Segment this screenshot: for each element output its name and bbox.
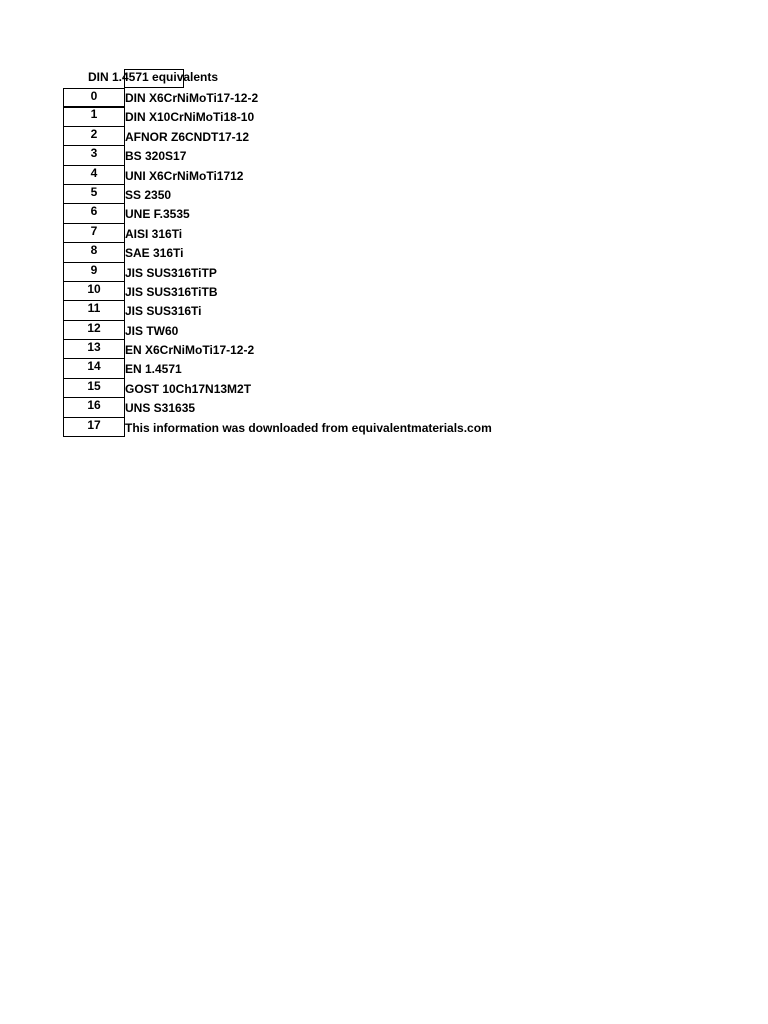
row-value-cell[interactable]: DIN X6CrNiMoTi17-12-2 [125,91,259,105]
selected-cell-border [124,69,184,88]
row-index-cell[interactable]: 5 [63,184,125,204]
row-index-cell[interactable]: 9 [63,262,125,282]
table-row [63,166,563,185]
table-row [63,107,563,126]
row-index-cell[interactable]: 12 [63,320,125,340]
table-row [63,282,563,301]
table-row [63,127,563,146]
row-index-cell[interactable]: 6 [63,203,125,223]
row-index-cell[interactable]: 3 [63,145,125,165]
row-index-cell[interactable]: 15 [63,378,125,398]
row-index-cell[interactable]: 11 [63,300,125,320]
row-value-cell[interactable]: UNI X6CrNiMoTi1712 [125,168,244,183]
table-row [63,146,563,165]
table-row [63,398,563,417]
row-index-cell[interactable]: 17 [63,417,125,437]
row-index-cell[interactable]: 14 [63,358,125,378]
table-row [63,185,563,204]
row-value-cell[interactable]: JIS SUS316TiTP [125,265,217,280]
sheet-title: DIN 1.4571 equivalents [88,70,219,84]
row-value-cell[interactable]: AFNOR Z6CNDT17-12 [125,129,250,144]
row-index-cell[interactable]: 4 [63,165,125,185]
row-index-cell[interactable]: 16 [63,397,125,417]
row-index-cell[interactable]: 0 [63,88,125,108]
row-value-cell[interactable]: SS 2350 [125,187,172,202]
row-value-cell[interactable]: UNE F.3535 [125,207,190,222]
source-note-cell[interactable]: This information was downloaded from equivalentmaterials.com [125,420,492,435]
table-row [63,243,563,262]
row-value-cell[interactable]: JIS SUS316Ti [125,304,202,319]
table-row [63,340,563,359]
row-index-cell[interactable]: 1 [63,106,125,126]
table-row [63,263,563,282]
table-row [63,204,563,223]
row-index-cell[interactable]: 10 [63,281,125,301]
row-value-cell[interactable]: JIS TW60 [125,323,179,338]
row-value-cell[interactable]: DIN X10CrNiMoTi18-10 [125,110,255,125]
row-value-cell[interactable]: JIS SUS316TiTB [125,284,218,299]
row-value-cell[interactable]: GOST 10Ch17N13M2T [125,381,252,396]
equivalents-table [63,88,563,437]
table-row [63,418,563,437]
row-value-cell[interactable]: BS 320S17 [125,149,187,164]
table-row [63,224,563,243]
row-index-cell[interactable]: 2 [63,126,125,146]
row-index-cell[interactable]: 13 [63,339,125,359]
row-index-cell[interactable]: 8 [63,242,125,262]
row-index-cell[interactable]: 7 [63,223,125,243]
table-row [63,359,563,378]
table-row [63,88,563,107]
row-value-cell[interactable]: UNS S31635 [125,401,196,416]
table-row [63,321,563,340]
row-value-cell[interactable]: SAE 316Ti [125,246,184,261]
row-value-cell[interactable]: EN 1.4571 [125,362,182,377]
row-value-cell[interactable]: EN X6CrNiMoTi17-12-2 [125,343,255,358]
row-value-cell[interactable]: AISI 316Ti [125,226,183,241]
table-row [63,301,563,320]
table-row [63,379,563,398]
